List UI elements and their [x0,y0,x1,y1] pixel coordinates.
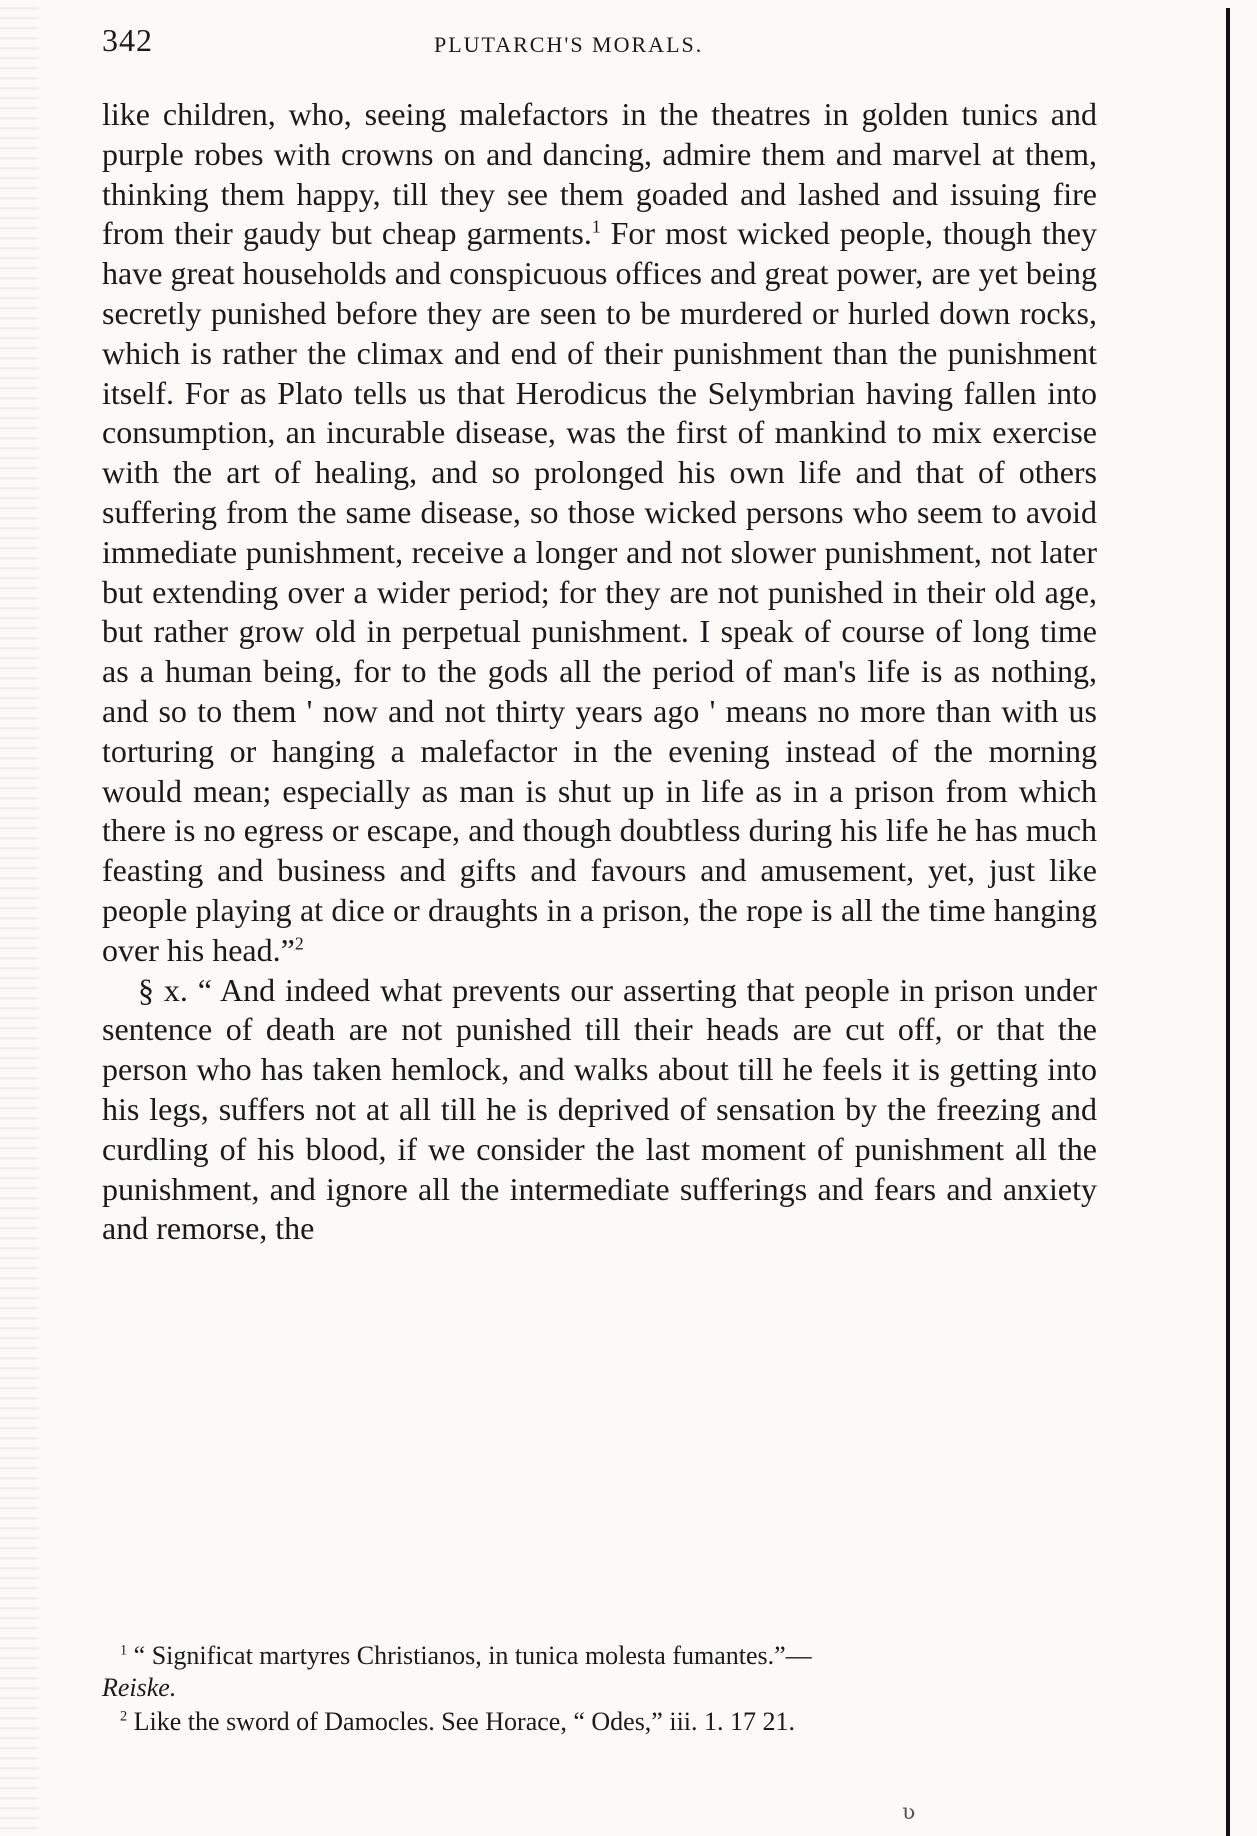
paragraph-text-continued: For most wicked people, though they have great households and conspicuous offices and great power, are yet being secretly punished before they are seen to be murdered or hurled down rocks, which is rather the climax and end of their punishment than the punishment itself. For as Plato tells us that Herodicus the Selymbrian having fallen into consumption, an incurable disease, was the first of mankind to mix exercise with the art of healing, and so prolonged his own life and that of others suffering from the same disease, so those wicked persons who seem to avoid immediate punishment, receive a longer and not slower punishment, not later but extending over a wider period; for they are not punished in their old age, but rather grow old in perpetual punishment. I speak of course of long time as a human being, for to the gods all the period of man's life is as nothing, and so to them ' now and not thirty years ago ' means no more than with us torturing or hanging a malefactor in the evening instead of the morning would mean; especially as man is shut up in life as in a prison from which there is no egress or escape, and though doubtless during his life he has much feasting and business and gifts and favours and amusement, yet, just like people playing at dice or draughts in a prison, the rope is all the time hanging over his head.” [102,215,1098,968]
paragraph-text: like children, who, seeing malefactors in the theatres in golden tunics and purple robes with crowns on and dancing, admire them and marvel at them, thinking them happy, till they see them goaded and lashed and issuing fire from their gaudy but cheap garments. [102,96,1097,252]
page-header [102,22,1102,70]
footnote-ref-2: 2 [294,933,304,954]
footnote-text: “ Significat martyres Christianos, in tunica molesta fumantes.”— [133,1641,812,1670]
footnote-ref-1: 1 [591,216,601,237]
footnote-marker: 2 [120,1708,128,1725]
footnote-attribution: Reiske. [102,1673,177,1702]
footnotes [102,1640,1097,1740]
paragraph [102,95,1097,971]
page-number: 342 [102,22,153,58]
footnote-2 [102,1706,1097,1738]
footnote-1 [102,1640,1097,1704]
main-text [102,95,1097,1249]
print-speck: ʋ [902,1800,916,1825]
footnote-text: Like the sword of Damocles. See Horace, “ Odes,” iii. 1. 17 21. [133,1707,796,1736]
page-gutter-edge [0,0,38,1836]
running-title: PLUTARCH'S MORALS. [434,32,704,57]
section-paragraph: § x. “ And indeed what prevents our asserting that people in prison under sentence of death are not punished till their heads are cut off, or that the person who has taken hemlock, and walks about till he feels it is getting into his legs, suffers not at all till he is deprived of sensation by the freezing and curdling of his blood, if we consider the last moment of punishment all the punishment, and ignore all the intermediate sufferings and fears and anxiety and remorse, the [102,971,1097,1247]
binding-edge-line [1226,8,1230,1836]
footnote-marker: 1 [120,1642,128,1659]
